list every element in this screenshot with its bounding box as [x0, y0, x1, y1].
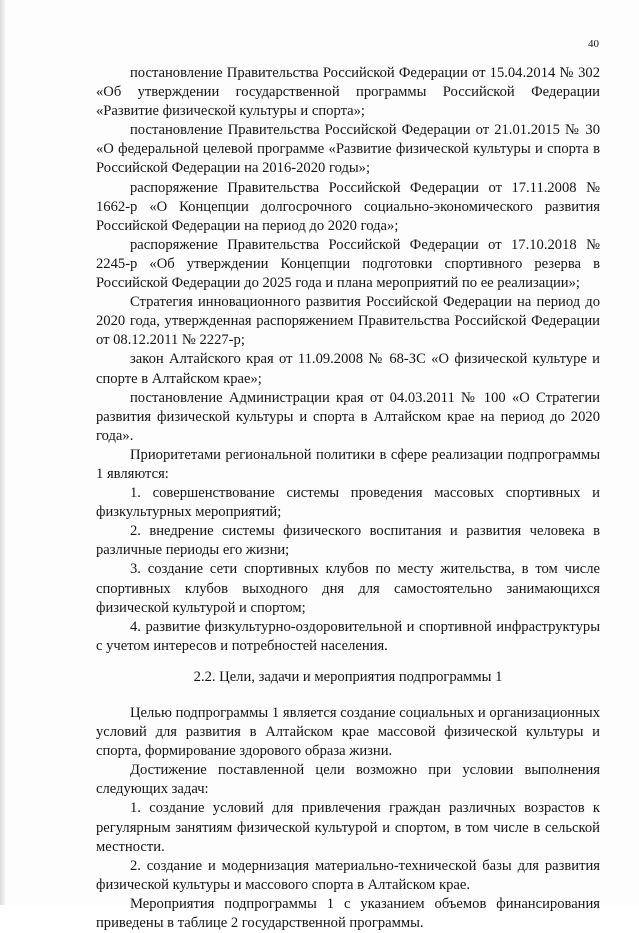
- priority-item-4: 4. развитие физкультурно-оздоровительной и спортивной инфраструктуры с учетом интересов и потребностей населения.: [96, 618, 600, 654]
- paragraph-legal-act-4: распоряжение Правительства Российской Федерации от 17.10.2018 № 2245-р «Об утверждении Концепции подготовки спортивного резерва в Российской Федерации до 2025 года и плана мероприятий по ее реализации»;: [96, 236, 600, 292]
- priority-item-3: 3. создание сети спортивных клубов по месту жительства, в том числе спортивных клубов выходного дня для самостоятельно занимающихся физической культурой и спортом;: [96, 561, 600, 616]
- priority-item-2: 2. внедрение системы физического воспитания и развития человека в различные периоды его жизни;: [96, 523, 600, 559]
- paragraph-goal: Целью подпрограммы 1 является создание социальных и организационных условий для развития в Алтайском крае массовой физической культуры и спорта, формирование здорового образа жизни.: [96, 705, 600, 760]
- task-item-2: 2. создание и модернизация материально-технической базы для развития физической культуры и массового спорта в Алтайском крае.: [96, 857, 600, 893]
- paragraph-legal-act-7: постановление Администрации края от 04.03.2011 № 100 «О Стратегии развития физической культуры и спорта в Алтайском крае на период до 2020 года».: [96, 389, 600, 444]
- task-item-1: 1. создание условий для привлечения граждан различных возрастов к регулярным занятиям физической культурой и спортом, в том числе в сельской местности.: [96, 800, 600, 855]
- priority-item-1: 1. совершенствование системы проведения массовых спортивных и физкультурных мероприятий;: [96, 485, 600, 521]
- paragraph-priorities-intro: Приоритетами региональной политики в сфере реализации подпрограммы 1 являются:: [96, 446, 600, 482]
- paragraph-legal-act-5: Стратегия инновационного развития Российской Федерации на период до 2020 года, утвержденная распоряжением Правительства Российской Федерации от 08.12.2011 № 2227-р;: [96, 294, 600, 349]
- paragraph-legal-act-6: закон Алтайского края от 11.09.2008 № 68-ЗС «О физической культуре и спорте в Алтайском крае»;: [96, 351, 600, 387]
- section-heading: 2.2. Цели, задачи и мероприятия подпрограммы 1: [193, 668, 503, 685]
- page-body: [96, 64, 600, 933]
- paragraph-legal-act-3: распоряжение Правительства Российской Федерации от 17.11.2008 № 1662-р «О Концепции долгосрочного социально-экономического развития Российской Федерации на период до 2020 года»;: [96, 179, 600, 234]
- scan-edge-shadow: [0, 0, 6, 905]
- page-number: 40: [588, 38, 599, 50]
- paragraph-tasks-intro: Достижение поставленной цели возможно при условии выполнения следующих задач:: [96, 762, 600, 798]
- paragraph-activities: Мероприятия подпрограммы 1 с указанием объемов финансирования приведены в таблице 2 государственной программы.: [96, 895, 600, 932]
- paragraph-legal-act-1: постановление Правительства Российской Федерации от 15.04.2014 № 302 «Об утверждении государственной программы Российской Федерации «Развитие физической культуры и спорта»;: [96, 65, 600, 120]
- paragraph-legal-act-2: постановление Правительства Российской Федерации от 21.01.2015 № 30 «О федеральной целевой программе «Развитие физической культуры и спорта в Российской Федерации на 2016-2020 годы»;: [96, 122, 600, 177]
